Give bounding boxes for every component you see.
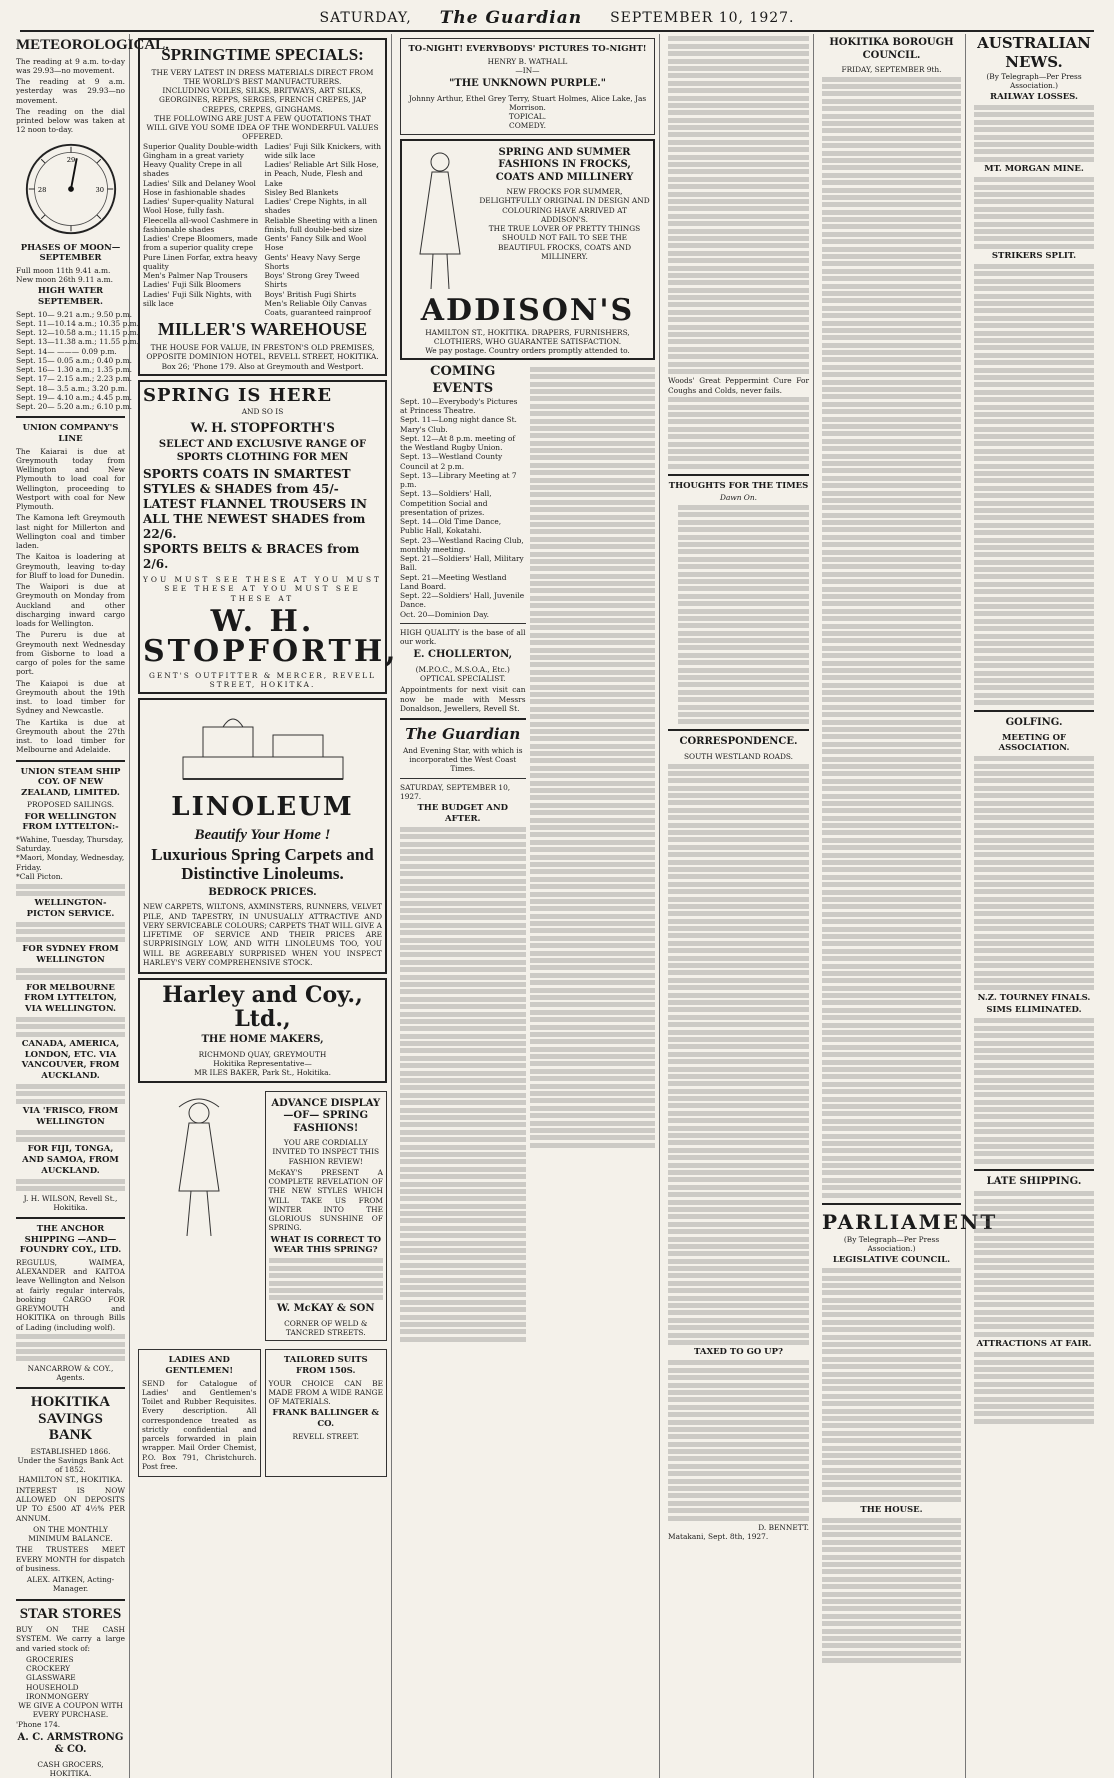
ladies-ad-title: LADIES AND GENTLEMEN! bbox=[165, 1355, 234, 1376]
harley-sub: THE HOME MAKERS, bbox=[201, 1034, 324, 1046]
union-paragraph: The Kartika is due at Greymouth about the 27th inst. to load timber for Melbourne and Adelaide. bbox=[16, 717, 125, 755]
ussco-title: UNION STEAM SHIP COY. OF NEW ZEALAND, LIMITED. bbox=[20, 766, 121, 798]
moon-phase-row: Full moon 11th 9.41 a.m. bbox=[16, 265, 111, 275]
miller-box: Box 26; 'Phone 179. Also at Greymouth and Westport. bbox=[161, 361, 364, 371]
miller-item: Ladies' Super-quality Natural Wool Hose, fully fash. bbox=[143, 197, 254, 216]
tide-row: Sept. 19— 4.10 a.m.; 4.45 p.m. bbox=[16, 392, 132, 402]
mckay-ad bbox=[265, 1091, 388, 1342]
taxed-heading: TAXED TO GO UP? bbox=[694, 1347, 783, 1358]
meteo-title: METEOROLOGICAL. bbox=[16, 37, 169, 53]
coming-event: Sept. 22—Soldiers' Hall, Juvenile Dance. bbox=[400, 591, 525, 610]
ladies-ad-body: SEND for Catalogue of Ladies' and Gentlemen's Toilet and Rubber Requisites. Every description. All correspondence treated as strictly confidential and parcels forwarded in plain wrapper. Mail Order Chemist, P.O. Box 791, Christchurch. Post free. bbox=[142, 1378, 257, 1471]
miller-item: Ladies' Fuji Silk Knickers, with wide silk lace bbox=[264, 141, 382, 160]
stopforth-line-3: SPORTS BELTS & BRACES from 2/6. bbox=[143, 542, 360, 572]
editorial-text bbox=[400, 827, 526, 1342]
pictures-star: HENRY B. WATHALL bbox=[487, 56, 568, 66]
parliament-telegraph: (By Telegraph—Per Press Association.) bbox=[843, 1234, 940, 1253]
svg-text:29: 29 bbox=[66, 155, 75, 164]
union-paragraph: The Waipori is due at Greymouth on Monday from Auckland and other discharging inward cargo loads for Wellington. bbox=[16, 582, 125, 628]
mckay-body: McKAY'S PRESENT A COMPLETE REVELATION OF THE NEW STYLES WHICH WILL TAKE US FROM WINTER INTO THE GLORIOUS SUNSHINE OF SPRING. bbox=[268, 1167, 383, 1233]
stopforth-spring: SPRING IS HERE bbox=[143, 384, 333, 406]
tide-title: HIGH WATER SEPTEMBER. bbox=[37, 286, 104, 307]
chollerton-quals: (M.P.O.C., M.S.O.A., Etc.) OPTICAL SPECIALIST. bbox=[415, 664, 510, 684]
chollerton-name: E. CHOLLERTON, bbox=[413, 649, 513, 661]
correspondence-sub: SOUTH WESTLAND ROADS. bbox=[683, 751, 794, 761]
miller-item: Fleecella all-wool Cashmere in fashionable shades bbox=[143, 215, 259, 234]
harley-ad bbox=[138, 978, 387, 1083]
addison-postage: We pay postage. Country orders promptly attended to. bbox=[425, 346, 630, 356]
savings-interest: INTEREST IS NOW ALLOWED ON DEPOSITS UP TO £500 AT 4½% PER ANNUM. bbox=[16, 1485, 125, 1523]
tide-row: Sept. 18— 3.5 a.m.; 3.20 p.m. bbox=[16, 383, 128, 393]
miller-item: Reliable Sheeting with a linen finish, full double-bed size bbox=[264, 215, 378, 234]
harley-address: RICHMOND QUAY, GREYMOUTH bbox=[198, 1049, 327, 1059]
coming-event: Sept. 21—Soldiers' Hall, Military Ball. bbox=[400, 554, 524, 573]
harley-rep: Hokitika Representative— bbox=[213, 1059, 312, 1069]
star-stores-title: STAR STORES bbox=[19, 1605, 122, 1622]
golfing-heading: GOLFING. bbox=[1005, 717, 1063, 729]
anchor-agent: NANCARROW & COY., Agents. bbox=[27, 1363, 114, 1383]
miller-firm: MILLER'S WAREHOUSE bbox=[157, 319, 368, 340]
linoleum-ad bbox=[138, 698, 387, 974]
miller-sub: THE VERY LATEST IN DRESS MATERIALS DIRECT FROM THE WORLD'S BEST MANUFACTURERS. bbox=[151, 67, 374, 86]
golf-subheading: SIMS ELIMINATED. bbox=[986, 1005, 1082, 1016]
svg-text:30: 30 bbox=[95, 185, 104, 194]
union-paragraph: The Kaitoa is loadering at Greymouth, leaving to-day for Bluff to load for Dunedin. bbox=[16, 552, 125, 580]
miller-item: Ladies' Reliable Art Silk Hose, in Peach, Nude, Flesh and Lake bbox=[264, 160, 379, 188]
news-subheading: STRIKERS SPLIT. bbox=[991, 251, 1077, 262]
chollerton-lead: HIGH QUALITY is the base of all our work. bbox=[400, 627, 526, 647]
coming-event: Sept. 11—Long night dance St. Mary's Club. bbox=[400, 415, 517, 434]
coming-events-title: COMING EVENTS bbox=[430, 364, 496, 396]
miller-item: Boys' Strong Grey Tweed Shirts bbox=[264, 271, 360, 290]
poem-title: Dawn On. bbox=[720, 493, 757, 503]
star-items bbox=[16, 1655, 125, 1701]
letter-place: Matakani, Sept. 8th, 1927. bbox=[668, 1532, 769, 1542]
ballinger-title: TAILORED SUITS FROM 150S. bbox=[283, 1355, 368, 1376]
miller-address: THE HOUSE FOR VALUE, IN FRESTON'S OLD PREMISES, OPPOSITE DOMINION HOTEL, REVELL STREET, HOKITIKA. bbox=[146, 343, 379, 362]
star-item: HOUSEHOLD IRONMONGERY bbox=[26, 1682, 89, 1701]
miller-item: Ladies' Crepe Nights, in all shades bbox=[264, 197, 367, 216]
editorial-heading: THE BUDGET AND AFTER. bbox=[417, 803, 509, 824]
moon-phases-title: PHASES OF MOON—SEPTEMBER bbox=[20, 242, 121, 264]
column-4 bbox=[664, 34, 814, 1778]
column-6 bbox=[970, 34, 1098, 1778]
ballinger-address: REVELL STREET. bbox=[292, 1431, 359, 1441]
miller-item: Ladies' Fuji Silk Nights, with silk lace bbox=[143, 289, 252, 308]
linoleum-bedrock: BEDROCK PRICES. bbox=[208, 886, 317, 898]
tide-row: Sept. 15— 0.05 a.m.; 0.40 p.m. bbox=[16, 355, 132, 365]
miller-price-list bbox=[143, 142, 382, 318]
stopforth-must-see: YOU MUST SEE THESE AT YOU MUST SEE THESE AT YOU MUST SEE THESE AT bbox=[143, 575, 382, 603]
star-sub: CASH GROCERS, HOKITIKA. bbox=[37, 1759, 104, 1778]
ussco-agents: J. H. WILSON, Revell St., Hokitika. bbox=[23, 1193, 118, 1212]
mckay-invite: YOU ARE CORDIALLY INVITED TO INSPECT THIS FASHION REVIEW! bbox=[272, 1138, 380, 1166]
ussco-heading: FOR WELLINGTON FROM LYTTELTON:- bbox=[22, 811, 119, 833]
star-phone: 'Phone 174. bbox=[16, 1719, 61, 1729]
golf-subheading: N.Z. TOURNEY FINALS. bbox=[977, 992, 1091, 1003]
tide-row: Sept. 20— 5.20 a.m.; 6.10 p.m. bbox=[16, 402, 132, 411]
tide-row: Sept. 12—10.58 a.m.; 11.15 p.m. bbox=[16, 328, 140, 337]
union-paragraph: The Kamona left Greymouth last night for Millerton and Wellington coal and timber laden. bbox=[16, 513, 125, 550]
masthead-date: SEPTEMBER 10, 1927. bbox=[610, 10, 795, 26]
tide-row: Sept. 16— 1.30 a.m.; 1.35 p.m. bbox=[16, 365, 132, 374]
house-heading: THE HOUSE. bbox=[860, 1504, 923, 1515]
addison-ad bbox=[400, 139, 655, 361]
pictures-comedy: COMEDY. bbox=[509, 121, 546, 131]
column-1 bbox=[12, 34, 169, 1778]
coming-event: Sept. 23—Westland Racing Club, monthly meeting. bbox=[400, 535, 524, 554]
miller-values: THE FOLLOWING ARE JUST A FEW QUOTATIONS THAT WILL GIVE YOU SOME IDEA OF THE WONDERFUL VALUES OFFERED. bbox=[146, 113, 379, 142]
tide-row: Sept. 11—10.14 a.m.; 10.35 p.m. bbox=[16, 318, 140, 328]
ussco-heading: VIA 'FRISCO, FROM WELLINGTON bbox=[22, 1106, 119, 1127]
savings-trustees: THE TRUSTEES MEET EVERY MONTH for dispatch of business. bbox=[16, 1545, 125, 1573]
star-item: GLASSWARE bbox=[26, 1673, 76, 1683]
meteo-clock-caption: The reading on the dial printed below was taken at 12 noon to-day. bbox=[16, 106, 125, 135]
newspaper-columns bbox=[12, 34, 1102, 1778]
tide-list bbox=[16, 309, 140, 412]
star-coupon: WE GIVE A COUPON WITH EVERY PURCHASE. bbox=[18, 1701, 123, 1720]
borough-council-date: FRIDAY, SEPTEMBER 9th. bbox=[841, 65, 942, 74]
tide-row: Sept. 13—11.38 a.m.; 11.55 p.m. bbox=[16, 337, 140, 347]
savings-signed: ALEX. AITKEN, Acting-Manager. bbox=[26, 1575, 115, 1594]
news-text-column bbox=[530, 364, 656, 1344]
attractions-heading: ATTRACTIONS AT FAIR. bbox=[976, 1339, 1092, 1350]
addison-address: HAMILTON ST., HOKITIKA. DRAPERS, FURNISHERS, CLOTHIERS, WHO GUARANTEE SATISFACTION. bbox=[425, 327, 630, 346]
miller-item: Men's Palmer Nap Trousers bbox=[143, 271, 248, 281]
moon-phases-list bbox=[16, 266, 125, 285]
linoleum-beautify: Beautify Your Home ! bbox=[194, 826, 331, 843]
miller-ad bbox=[138, 38, 387, 376]
star-firm: A. C. ARMSTRONG & CO. bbox=[17, 1731, 124, 1756]
stopforth-firm: W. H. STOPFORTH'S bbox=[190, 419, 335, 436]
ussco-item: *Wahine, Tuesday, Thursday, Saturday. bbox=[16, 834, 124, 854]
star-item: CROCKERY bbox=[26, 1664, 71, 1674]
tide-row: Sept. 10— 9.21 a.m.; 9.50 p.m. bbox=[16, 309, 132, 319]
coming-event: Sept. 13—Soldiers' Hall, Competition Social and presentation of prizes. bbox=[400, 489, 492, 517]
stopforth-ad bbox=[138, 380, 399, 695]
miller-item: Gents' Heavy Navy Serge Shorts bbox=[264, 252, 361, 271]
addison-body: NEW FROCKS FOR SUMMER, DELIGHTFULLY ORIGINAL IN DESIGN AND COLOURING HAVE ARRIVED AT ADDISON'S. bbox=[479, 187, 650, 224]
ussco-heading: FOR MELBOURNE FROM LYTTELTON, VIA WELLINGTON. bbox=[24, 982, 117, 1014]
borough-council-heading: HOKITIKA BOROUGH COUNCIL. bbox=[829, 37, 954, 61]
svg-text:28: 28 bbox=[37, 185, 46, 194]
savings-established: ESTABLISHED 1866. bbox=[30, 1446, 111, 1456]
savings-minimum: ON THE MONTHLY MINIMUM BALANCE. bbox=[28, 1524, 113, 1544]
column-3 bbox=[396, 34, 660, 1778]
miller-item: Superior Quality Double-width Gingham in a great variety bbox=[143, 141, 258, 160]
mckay-address: CORNER OF WELD & TANCRED STREETS. bbox=[284, 1318, 368, 1338]
stopforth-footer: GENT'S OUTFITTER & MERCER, REVELL STREET, HOKITKA. bbox=[149, 670, 376, 690]
pictures-ad bbox=[400, 38, 655, 135]
union-paragraph: The Kaiapoi is due at Greymouth about the 19th inst. to load timber for Sydney and Newcastle. bbox=[16, 678, 125, 716]
coming-event: Sept. 12—At 8 p.m. meeting of the Westland Rugby Union. bbox=[400, 433, 516, 453]
pictures-cast: Johnny Arthur, Ethel Grey Terry, Stuart Holmes, Alice Lake, Jas Morrison. bbox=[408, 93, 647, 112]
column-2 bbox=[134, 34, 399, 1778]
miller-item: Heavy Quality Crepe in all shades bbox=[143, 160, 242, 179]
masthead-day: SATURDAY, bbox=[319, 10, 412, 26]
miller-item: Men's Reliable Oily Canvas Coats, guaranteed rainproof bbox=[264, 298, 371, 318]
harley-title: Harley and Coy., Ltd., bbox=[162, 982, 363, 1033]
meteo-reading-2: The reading at 9 a.m. yesterday was 29.93—no movement. bbox=[16, 77, 125, 105]
news-text-block bbox=[668, 36, 809, 374]
ladies-gentlemen-ad bbox=[138, 1349, 261, 1477]
union-line-title: UNION COMPANY'S LINE bbox=[22, 423, 119, 444]
australian-news-heading: AUSTRALIAN NEWS. bbox=[977, 34, 1091, 71]
coming-event: Oct. 20—Dominion Day. bbox=[400, 609, 489, 619]
ballinger-ad bbox=[265, 1349, 388, 1477]
miller-item: Sisley Bed Blankets bbox=[264, 187, 339, 197]
addison-firm: ADDISON'S bbox=[420, 292, 635, 328]
letter-signature: D. BENNETT. bbox=[758, 1522, 809, 1532]
star-item: GROCERIES bbox=[26, 1654, 74, 1664]
miller-includes: INCLUDING VOILES, SILKS, BRITWAYS, ART SILKS, GEORGINES, REPPS, SERGES, FRENCH CREPES, JAP CREPES, CREPES, GINGHAMS. bbox=[158, 86, 367, 114]
ussco-heading: CANADA, AMERICA, LONDON, ETC. VIA VANCOUVER, FROM AUCKLAND. bbox=[21, 1038, 120, 1081]
ussco-heading: FOR SYDNEY FROM WELLINGTON bbox=[22, 944, 119, 965]
moon-phase-row: New moon 26th 9.11 a.m. bbox=[16, 275, 113, 284]
tide-row: Sept. 14— ——— 0.09 p.m. bbox=[16, 346, 117, 356]
miller-item: Ladies' Crepe Bloomers, made from a superior quality crepe bbox=[143, 234, 258, 253]
coming-event: Sept. 10—Everybody's Pictures at Princess Theatre. bbox=[400, 396, 518, 416]
barometer-dial-icon bbox=[23, 141, 119, 237]
peppermint-ad: Woods' Great Peppermint Cure For Coughs and Colds, never fails. bbox=[668, 376, 809, 395]
parliament-heading: PARLIAMENT bbox=[822, 1209, 998, 1234]
miller-item: Pure Linen Forfar, extra heavy quality bbox=[143, 252, 258, 271]
ballinger-firm: FRANK BALLINGER & CO. bbox=[272, 1408, 380, 1429]
australian-telegraph: (By Telegraph—Per Press Association.) bbox=[986, 71, 1082, 90]
ussco-heading: FOR FIJI, TONGA, AND SAMOA, FROM AUCKLAND. bbox=[22, 1144, 119, 1176]
miller-item: Ladies' Silk and Delaney Wool Hose in fashionable shades bbox=[143, 178, 256, 197]
linoleum-title: LINOLEUM bbox=[171, 792, 354, 823]
golf-subheading: MEETING OF ASSOCIATION. bbox=[998, 732, 1070, 754]
ballinger-body: YOUR CHOICE CAN BE MADE FROM A WIDE RANGE OF MATERIALS. bbox=[268, 1378, 383, 1407]
ussco-item: *Call Picton. bbox=[16, 871, 63, 881]
editorial-motto: And Evening Star, with which is incorporated the West Coast Times. bbox=[402, 745, 523, 774]
coming-event: Sept. 21—Meeting Westland Land Board. bbox=[400, 572, 507, 591]
late-shipping-heading: LATE SHIPPING. bbox=[986, 1175, 1082, 1187]
ussco-heading: WELLINGTON-PICTON SERVICE. bbox=[26, 898, 115, 919]
union-paragraph: The Pureru is due at Greymouth next Wednesday from Gisborne to load a cargo of poles for the same port. bbox=[16, 630, 125, 677]
miller-item: Boys' British Fugi Shirts bbox=[264, 289, 357, 299]
union-paragraph: The Kaiarai is due at Greymouth today from Wellington and New Plymouth to load coal for Wellington, proceeding to Westport with coal for New Plymouth. bbox=[16, 446, 125, 511]
miller-title: SPRINGTIME SPECIALS: bbox=[161, 45, 364, 64]
pictures-top: TO-NIGHT! EVERYBODYS' PICTURES TO-NIGHT! bbox=[408, 44, 647, 54]
stopforth-line-1: SPORTS COATS IN SMARTEST STYLES & SHADES from 45/- bbox=[143, 467, 351, 497]
stopforth-select: SELECT AND EXCLUSIVE RANGE OF SPORTS CLOTHING FOR MEN bbox=[158, 439, 367, 463]
ussco-item: *Maori, Monday, Wednesday, Friday. bbox=[16, 853, 125, 872]
correspondence-heading: CORRESPONDENCE. bbox=[679, 736, 798, 748]
coming-event: Sept. 13—Westland County Council at 2 p.m. bbox=[400, 452, 503, 471]
stopforth-big-name: W. H. STOPFORTH, bbox=[143, 603, 399, 669]
column-5 bbox=[818, 34, 998, 1778]
savings-bank-title: HOKITIKA SAVINGS BANK bbox=[30, 1394, 111, 1444]
linoleum-luxurious: Luxurious Spring Carpets and Distinctive Linoleums. bbox=[151, 845, 374, 884]
frock-lady-illustration-icon bbox=[405, 144, 475, 294]
addison-title: SPRING AND SUMMER FASHIONS IN FROCKS, COATS AND MILLINERY bbox=[495, 146, 634, 183]
ussco-sub: PROPOSED SAILINGS. bbox=[26, 800, 115, 810]
pictures-in: —IN— bbox=[515, 65, 540, 75]
anchor-body: REGULUS, WAIMEA, ALEXANDER and KAITOA leave Wellington and Nelson at fairly regular intervals, booking CARGO FOR GREYMOUTH and HOKITIKA on through Bills of Lading (including wolf). bbox=[16, 1257, 125, 1332]
furniture-illustration-icon bbox=[163, 707, 363, 787]
meteo-reading-1: The reading at 9 a.m. to-day was 29.93—no movement. bbox=[16, 56, 125, 75]
stopforth-and: AND SO IS bbox=[241, 407, 284, 417]
tide-row: Sept. 17— 2.15 a.m.; 2.23 p.m. bbox=[16, 374, 132, 384]
anchor-title: THE ANCHOR SHIPPING —AND— FOUNDRY COY., LTD. bbox=[19, 1224, 122, 1256]
news-subheading: RAILWAY LOSSES. bbox=[990, 92, 1078, 102]
stopforth-line-2: LATEST FLANNEL TROUSERS IN ALL THE NEWEST SHADES from 22/6. bbox=[143, 497, 367, 542]
masthead bbox=[20, 6, 1094, 32]
addison-body-2: THE TRUE LOVER OF PRETTY THINGS SHOULD NOT FAIL TO SEE THE BEAUTIFUL FROCKS, COATS AND MILLINERY. bbox=[488, 224, 641, 261]
chollerton-body: Appointments for next visit can now be made with Messrs Donaldson, Jewellers, Revell St. bbox=[400, 685, 526, 713]
mckay-firm: W. McKAY & SON bbox=[276, 1303, 375, 1315]
savings-address: HAMILTON ST., HOKITIKA. bbox=[18, 1474, 123, 1484]
linoleum-body: NEW CARPETS, WILTONS, AXMINSTERS, RUNNERS, VELVET PILE, AND TAPESTRY, IN UNUSUALLY ATTRACTIVE AND VERY SERVICEABLE COLOURS; CARPETS THAT WILL GIVE A LIFETIME OF SERVICE AND THEIR PRICES ARE SURPRISINGLY LOW, AND WITH LINOLEUMS TOO, YOU WILL BE AGREEABLY SURPRISED WHEN YOU INSPECT HARLEY'S VERY COMPREHENSIVE STOCK. bbox=[143, 902, 382, 967]
coming-event: Sept. 14—Old Time Dance, Public Hall, Kokatahi. bbox=[400, 517, 502, 536]
savings-act: Under the Savings Bank Act of 1852. bbox=[17, 1456, 124, 1475]
coming-event: Sept. 13—Library Meeting at 7 p.m. bbox=[400, 470, 517, 490]
fashion-lady-illustration-icon bbox=[149, 1091, 249, 1241]
editorial-masthead: The Guardian bbox=[405, 725, 521, 744]
pictures-topical: TOPICAL. bbox=[508, 112, 547, 122]
pictures-film-title: "THE UNKNOWN PURPLE." bbox=[449, 78, 606, 90]
thoughts-heading: THOUGHTS FOR THE TIMES bbox=[668, 480, 809, 491]
miller-item: Ladies' Fuji Silk Bloomers bbox=[143, 280, 241, 290]
mckay-question: WHAT IS CORRECT TO WEAR THIS SPRING? bbox=[270, 1234, 382, 1256]
mckay-title: ADVANCE DISPLAY —OF— SPRING FASHIONS! bbox=[271, 1097, 381, 1134]
harley-rep-name: MR ILES BAKER, Park St., Hokitika. bbox=[194, 1068, 331, 1078]
miller-item: Gents' Fancy Silk and Wool Hose bbox=[264, 234, 367, 253]
star-lead: BUY ON THE CASH SYSTEM. We carry a large and varied stock of: bbox=[16, 1625, 125, 1653]
news-subheading: MT. MORGAN MINE. bbox=[984, 164, 1084, 175]
editorial-date: SATURDAY, SEPTEMBER 10, 1927. bbox=[400, 782, 511, 801]
legislative-council-heading: LEGISLATIVE COUNCIL. bbox=[832, 1255, 951, 1266]
masthead-paper-name: The Guardian bbox=[439, 8, 583, 28]
